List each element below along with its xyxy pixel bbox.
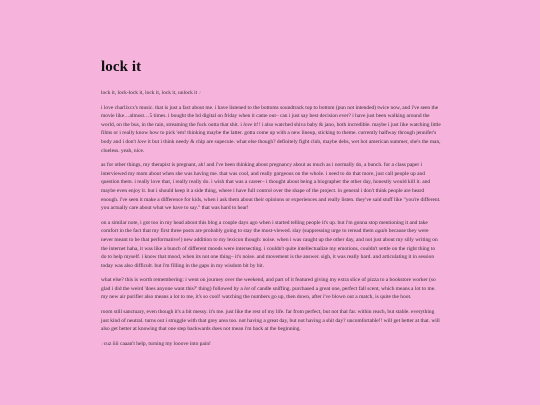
paragraph-3-emphasis: again: [374, 228, 388, 235]
paragraph-4-text-a: what else? this is worth remembering: i went on journey over the weekend, and part of it featured giving my extra slice of pizza to a bookstore worker (so glad i did the weird 'does anyone want this?' thing) followed by a: [101, 277, 436, 292]
lead-text: lock it, lock-lock it, lock it, lock it, unlock it: [101, 90, 198, 96]
paragraph-6: [101, 340, 441, 349]
paragraph-3-text-a: on a similar note, i got too in my head about this blog a couple days ago when i started telling people it's up. but i'm gonna stop mentioning it and take comfort in the fact that my first three posts are probably going to stay the most-viewed. slay (suppressing urge to reread them: [101, 219, 428, 235]
paragraph-1-text-a: i love charlixcx's music. that is just a fact about me. i have listened to the bottoms soundtrack top to bottom (pun not intended) twice now, and i've seen the movie like…almost…5 times. i bought the hd digital on friday when it came out– can i just say best decision ever? i have just been walking around the world, on the bus, in the rain, streaming the fuck outta that shit. i: [101, 104, 439, 128]
post-lead: [101, 89, 441, 98]
paragraph-6-text: cuz iiii caaan't help, turning my looove into pain!: [103, 340, 211, 347]
paragraph-4-emphasis: lot: [244, 285, 250, 292]
paragraph-4-text-b: of candle sniffing. purchased a great one, perfect fall scent, which means a lot to me. my new air purifier also means a lot to me, it's so cool! watching the numbers go up, then down, after i've blown out a match, is quite the hoot.: [101, 285, 436, 301]
music-note-icon: ♪: [101, 340, 104, 347]
paragraph-1: [101, 104, 441, 156]
post-title: lock it: [101, 59, 142, 75]
paragraph-1-text-c: it but i think needy & chip are supecute. what else though? definitely fight club, maybe debs, wet hot american summer, she's the man, clueless. yeah, nice.: [101, 138, 441, 154]
paragraph-2: as for other things, my therapist is pregnant, ah! and i've been thinking about pregnancy about as much as i normally do, a bunch. for a class paper i interviewed my mom about when she was having me. that was cool, and really gorgeous on the whole. i need to do that more, just call people up and question them. i really love that, i really really do. i wish that was a career– i thought about being a biographer the other day, honestly would kill it. and maybe even enjoy it. but i should keep it a side thing, where i have full control over the shape of the project. in general i don't think people are heard enough. i've seen it make a difference for kids, when i ask them about their opinions or experiences and really listen. they've said stuff like "you're different. you actually care about what we have to say." that was hard to hear!: [101, 162, 441, 212]
paragraph-3-text-b: because they were never meant to be that performative!) new addition to my lexicon though: noise. when i was caught up the other day, and not just about my silly writing on the internet haha, it was like a bunch of different moods were intersecting. i couldn't quite intellectualize my emotions, couldn't settle on the right thing to do to help myself. i know that mood, when its not one thing– it's noise. and movement is the answer. sigh, it was really hard. and articulating it in session today was also difficult. but i'm filling in the gaps in my wisdom bit by bit.: [101, 228, 438, 269]
paragraph-1-text-b: it!! i also watched shiva baby & jano, both incredible. maybe i just like watching little films or i really know how to pick 'em! thinking maybe the latter. gotta come up with a new lineup, sticking to theme. currently halfway through jennifer's body and i don't: [101, 121, 441, 145]
paragraph-1-emphasis-1: love: [243, 121, 253, 128]
paragraph-4: [101, 276, 441, 302]
paragraph-3: [101, 219, 441, 271]
paragraph-5: room still sanctuary, even though it's a bit messy. it's me. just like the rest of my life. far from perfect, but not that far. within reach, but stable. everything just kind of neutral. turns out i struggle with that grey area too. not having a great day, but not having a shit day? uncomfortable!! will get better at that. will also get better at knowing that one step backwards does not mean i'm back at the beginning.: [101, 309, 440, 333]
music-note-icon: ♪: [198, 90, 202, 96]
blog-post: [101, 58, 441, 348]
paragraph-1-emphasis-2: love: [137, 138, 147, 145]
